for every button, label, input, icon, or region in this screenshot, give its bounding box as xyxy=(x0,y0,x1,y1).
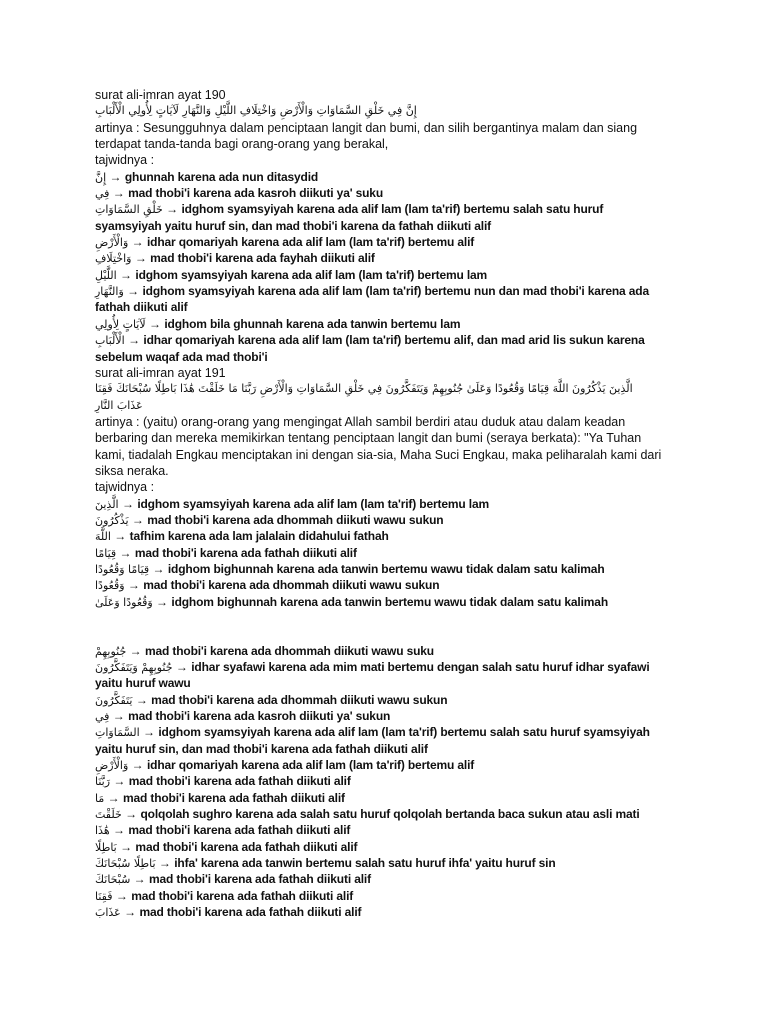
tajwid-arabic-word: وَالْأَرْضِ xyxy=(95,759,129,773)
tajwid-arabic-word: السَّمَاوَاتِ xyxy=(95,726,140,740)
tajwid-item xyxy=(95,871,755,887)
tajwid-arabic-word: بَاطِلًا سُبْحَانَكَ xyxy=(95,857,156,871)
tajwid-arabic-word: خَلْقِ السَّمَاوَاتِ xyxy=(95,203,163,217)
tajwid-item xyxy=(95,757,755,773)
tajwid-arabic-word: لَآيَاتٍ لِأُولِي xyxy=(95,317,146,331)
tajwid-item xyxy=(95,561,755,577)
translation-line xyxy=(95,463,755,479)
tajwid-item xyxy=(95,708,755,724)
tajwid-line xyxy=(95,839,755,855)
arrow-icon: → xyxy=(112,186,125,201)
tajwid-arabic-word: فِي xyxy=(95,187,110,201)
arrow-icon: → xyxy=(149,316,161,331)
tajwid-arabic-word: يَتَفَكَّرُونَ xyxy=(95,693,133,707)
tajwid-explanation: mad thobi'i karena ada fathah diikuti alif xyxy=(139,905,362,920)
tajwid-arabic-word: اللَّيْلِ xyxy=(95,268,117,282)
tajwid-line xyxy=(95,643,755,659)
tajwid-arabic-word: سُبْحَانَكَ xyxy=(95,873,131,887)
arrow-icon: → xyxy=(125,807,138,822)
translation-text: terdapat tanda-tanda bagi orang-orang yang berakal, xyxy=(95,137,389,152)
tajwid-item xyxy=(95,496,755,512)
tajwid-item xyxy=(95,888,755,904)
tajwid-arabic-word: وَقُعُودًا xyxy=(95,579,125,593)
arrow-icon: → xyxy=(135,692,148,707)
arrow-icon: → xyxy=(109,169,122,184)
tajwid-explanation: idhar qomariyah karena ada alif lam (lam ta'rif) bertemu alif xyxy=(146,758,475,773)
tajwid-line xyxy=(95,855,755,871)
tajwid-explanation: idghom syamsyiyah karena ada alif lam (lam ta'rif) bertemu salah satu huruf xyxy=(181,202,604,217)
tajwid-line xyxy=(95,234,755,250)
tajwid-line xyxy=(95,545,755,561)
tajwid-explanation: idghom bighunnah karena ada tanwin bertemu wawu tidak dalam satu kalimah xyxy=(167,561,605,576)
tajwid-explanation: mad thobi'i karena ada fathah diikuti alif xyxy=(128,823,351,838)
tajwid-item xyxy=(95,185,755,201)
tajwid-explanation: mad thobi'i karena ada dhommah diikuti wawu suku xyxy=(144,643,434,658)
ayah-heading: surat ali-imran ayat 191 xyxy=(95,365,226,380)
tajwid-explanation: mad thobi'i karena ada fathah diikuti alif xyxy=(131,888,354,903)
tajwid-item xyxy=(95,545,755,561)
tajwid-heading: tajwidnya : xyxy=(95,480,155,495)
tajwid-item xyxy=(95,267,755,283)
translation-line xyxy=(95,136,755,152)
ayah-section xyxy=(95,365,755,921)
tajwid-explanation: idhar qomariyah karena ada alif lam (lam ta'rif) bertemu alif, dan mad arid lis sukun karena xyxy=(143,333,645,348)
arrow-icon: → xyxy=(156,594,169,609)
tajwid-line xyxy=(95,332,755,348)
tajwid-line xyxy=(95,528,755,544)
arrow-icon: → xyxy=(121,496,134,511)
tajwid-arabic-word: الْأَلْبَابِ xyxy=(95,334,125,348)
tajwid-line xyxy=(95,561,755,577)
tajwid-item xyxy=(95,250,755,266)
tajwid-line xyxy=(95,283,755,299)
translation-label: artinya : xyxy=(95,414,140,429)
tajwid-item xyxy=(95,512,755,528)
tajwid-line xyxy=(95,250,755,266)
tajwid-item xyxy=(95,692,755,708)
tajwid-arabic-word: فَقِنَا xyxy=(95,889,113,903)
arrow-icon: → xyxy=(134,251,147,266)
tajwid-item xyxy=(95,822,755,838)
tajwid-item xyxy=(95,839,755,855)
tajwid-arabic-word: عَذَابَ xyxy=(95,906,121,920)
tajwid-explanation: idhar qomariyah karena ada alif lam (lam ta'rif) bertemu alif xyxy=(146,235,475,250)
arabic-verse-line: عَذَابَ النَّارِ xyxy=(95,398,143,412)
tajwid-explanation: mad thobi'i karena ada fathah diikuti alif xyxy=(122,790,345,805)
tajwid-item xyxy=(95,169,755,185)
arrow-icon: → xyxy=(112,709,125,724)
tajwid-item xyxy=(95,201,755,234)
arabic-verse-line: الَّذِينَ يَذْكُرُونَ اللَّهَ قِيَامًا وَقُعُودًا وَعَلَىٰ جُنُوبِهِمْ وَيَتَفَكَّرُونَ فِي خَلْقِ السَّمَاوَاتِ وَالْأَرْضِ رَبَّنَا مَا خَلَقْتَ هَٰذَا بَاطِلًا سُبْحَانَكَ فَقِنَا xyxy=(95,382,633,396)
tajwid-arabic-word: وَقُعُودًا وَعَلَىٰ xyxy=(95,595,153,609)
tajwid-explanation: idghom syamsyiyah karena ada alif lam (lam ta'rif) bertemu lam xyxy=(137,496,489,511)
tajwid-item xyxy=(95,234,755,250)
tajwid-explanation: mad thobi'i karena ada kasroh diikuti ya' suku xyxy=(128,186,384,201)
tajwid-item xyxy=(95,773,755,789)
arrow-icon: → xyxy=(129,643,142,658)
arrow-icon: → xyxy=(152,561,165,576)
tajwid-arabic-word: وَالْأَرْضِ xyxy=(95,236,129,250)
tajwid-explanation: ihfa' karena ada tanwin bertemu salah satu huruf ihfa' yaitu huruf sin xyxy=(174,856,556,871)
tajwid-explanation: mad thobi'i karena ada fayhah diikuti alif xyxy=(150,251,375,266)
tajwid-line xyxy=(95,904,755,920)
translation-text: kami, tiadalah Engkau menciptakan ini dengan sia-sia, Maha Suci Engkau, maka peliharalah kami dari xyxy=(95,447,662,462)
arrow-icon: → xyxy=(114,529,127,544)
arrow-icon: → xyxy=(120,839,133,854)
tajwid-item xyxy=(95,316,755,332)
translation-text: siksa neraka. xyxy=(95,463,169,478)
tajwid-line xyxy=(95,185,755,201)
tajwid-explanation: idghom syamsyiyah karena ada alif lam (lam ta'rif) bertemu salah satu huruf syamsyiyah xyxy=(158,725,650,740)
tajwid-arabic-word: فِي xyxy=(95,710,110,724)
tajwid-line xyxy=(95,806,755,822)
tajwid-explanation-continued: sebelum waqaf ada mad thobi'i xyxy=(95,349,268,364)
tajwid-line xyxy=(95,512,755,528)
tajwid-line xyxy=(95,757,755,773)
arrow-icon: → xyxy=(128,333,141,348)
translation-line xyxy=(95,120,755,136)
tajwid-explanation: mad thobi'i karena ada fathah diikuti alif xyxy=(134,545,357,560)
arrow-icon: → xyxy=(133,872,146,887)
translation-text: (yaitu) orang-orang yang mengingat Allah sambil berdiri atau duduk atau dalam keadan xyxy=(142,414,626,429)
tajwid-explanation: idghom syamsyiyah karena ada alif lam (lam ta'rif) bertemu nun dan mad thobi'i karena ada xyxy=(142,284,649,299)
document-body xyxy=(95,87,755,921)
tajwid-arabic-word: خَلَقْتَ xyxy=(95,808,122,822)
tajwid-arabic-word: اللَّهَ xyxy=(95,530,111,544)
tajwid-explanation-continued: yaitu huruf sin, dan mad thobi'i karena ada fathah diikuti alif xyxy=(95,741,428,756)
tajwid-explanation: mad thobi'i karena ada fathah diikuti alif xyxy=(128,774,351,789)
translation-line xyxy=(95,414,755,430)
tajwid-line xyxy=(95,888,755,904)
tajwid-explanation: mad thobi'i karena ada dhommah diikuti wawu sukun xyxy=(143,578,440,593)
tajwid-line xyxy=(95,790,755,806)
tajwid-line xyxy=(95,577,755,593)
tajwid-item xyxy=(95,283,755,316)
tajwid-line xyxy=(95,822,755,838)
arrow-icon: → xyxy=(127,578,140,593)
tajwid-line xyxy=(95,708,755,724)
tajwid-arabic-word: قِيَامًا xyxy=(95,546,117,560)
arrow-icon: → xyxy=(127,284,140,299)
tajwid-explanation: qolqolah sughro karena ada salah satu huruf qolqolah bertanda baca sukun atau asli mati xyxy=(140,807,640,822)
arrow-icon: → xyxy=(124,905,137,920)
tajwid-explanation: idghom syamsyiyah karena ada alif lam (lam ta'rif) bertemu lam xyxy=(135,267,488,282)
tajwid-item xyxy=(95,528,755,544)
tajwid-arabic-word: إِنَّ xyxy=(95,170,107,184)
tajwid-heading: tajwidnya : xyxy=(95,153,155,168)
tajwid-explanation: mad thobi'i karena ada kasroh diikuti ya' sukun xyxy=(128,709,391,724)
tajwid-arabic-word: بَاطِلًا xyxy=(95,840,117,854)
tajwid-item xyxy=(95,724,755,757)
tajwid-line xyxy=(95,871,755,887)
tajwid-line xyxy=(95,773,755,789)
tajwid-explanation: mad thobi'i karena ada dhommah diikuti wawu sukun xyxy=(151,692,448,707)
tajwid-arabic-word: جُنُوبِهِمْ xyxy=(95,644,127,658)
tajwid-line xyxy=(95,496,755,512)
tajwid-item xyxy=(95,332,755,365)
tajwid-line xyxy=(95,594,755,610)
arrow-icon: → xyxy=(143,725,155,740)
tajwid-explanation: mad thobi'i karena ada dhommah diikuti wawu sukun xyxy=(147,512,444,527)
tajwid-explanation-continued: syamsyiyah yaitu huruf sin, dan mad thobi'i karena da fathah diikuti alif xyxy=(95,218,491,233)
tajwid-item xyxy=(95,643,755,659)
tajwid-arabic-word: مَا xyxy=(95,791,105,805)
tajwid-item xyxy=(95,594,755,610)
tajwid-explanation: idghom bighunnah karena ada tanwin bertemu wawu tidak dalam satu kalimah xyxy=(171,594,609,609)
tajwid-arabic-word: وَاخْتِلَافِ xyxy=(95,252,132,266)
tajwid-arabic-word: جُنُوبِهِمْ وَيَتَفَكَّرُونَ xyxy=(95,661,173,675)
translation-line xyxy=(95,447,755,463)
tajwid-item xyxy=(95,806,755,822)
tajwid-arabic-word: الَّذِينَ xyxy=(95,497,119,511)
arrow-icon: → xyxy=(112,823,125,838)
arrow-icon: → xyxy=(131,235,144,250)
tajwid-line xyxy=(95,201,755,217)
translation-label: artinya : xyxy=(95,120,140,135)
tajwid-explanation: mad thobi'i karena ada fathah diikuti alif xyxy=(149,872,371,887)
arrow-icon: → xyxy=(166,202,179,217)
tajwid-arabic-word: قِيَامًا وَقُعُودًا xyxy=(95,562,150,576)
ayah-heading: surat ali-imran ayat 190 xyxy=(95,88,226,102)
arrow-icon: → xyxy=(175,660,188,675)
tajwid-line xyxy=(95,659,755,675)
tajwid-item xyxy=(95,855,755,871)
ayah-section xyxy=(95,87,755,365)
tajwid-line xyxy=(95,169,755,185)
translation-line xyxy=(95,430,755,446)
tajwid-explanation-continued: fathah diikuti alif xyxy=(95,300,188,315)
arrow-icon: → xyxy=(131,758,144,773)
tajwid-arabic-word: يَذْكُرُونَ xyxy=(95,513,129,527)
tajwid-explanation: ghunnah karena ada nun ditasydid xyxy=(124,169,319,184)
translation-text: berbaring dan mereka memikirkan tentang penciptaan langit dan bumi (seraya berkata): "Ya Tuhan xyxy=(95,431,642,446)
arrow-icon: → xyxy=(131,512,144,527)
arrow-icon: → xyxy=(115,888,128,903)
arrow-icon: → xyxy=(158,856,171,871)
tajwid-item xyxy=(95,790,755,806)
tajwid-explanation: idhar syafawi karena ada mim mati bertemu dengan salah satu huruf idhar syafawi xyxy=(191,660,650,675)
arrow-icon: → xyxy=(107,790,120,805)
tajwid-arabic-word: وَالنَّهَارِ xyxy=(95,285,124,299)
tajwid-explanation: idghom bila ghunnah karena ada tanwin bertemu lam xyxy=(164,316,461,331)
tajwid-line xyxy=(95,724,755,740)
tajwid-explanation: mad thobi'i karena ada fathah diikuti alif xyxy=(135,839,358,854)
tajwid-line xyxy=(95,316,755,332)
arrow-icon: → xyxy=(120,267,133,282)
tajwid-line xyxy=(95,692,755,708)
arabic-verse-line: إِنَّ فِي خَلْقِ السَّمَاوَاتِ وَالْأَرْضِ وَاخْتِلَافِ اللَّيْلِ وَالنَّهَارِ لَآيَاتٍ لِأُولِي الْأَلْبَابِ xyxy=(95,104,417,118)
tajwid-arabic-word: هَٰذَا xyxy=(95,824,110,838)
arrow-icon: → xyxy=(113,774,126,789)
arrow-icon: → xyxy=(119,545,132,560)
tajwid-item xyxy=(95,577,755,593)
tajwid-explanation-continued: yaitu huruf wawu xyxy=(95,676,191,691)
tajwid-line xyxy=(95,267,755,283)
tajwid-explanation: tafhim karena ada lam jalalain didahului fathah xyxy=(129,529,389,544)
tajwid-arabic-word: رَبَّنَا xyxy=(95,775,111,789)
translation-text: Sesungguhnya dalam penciptaan langit dan bumi, dan silih bergantinya malam dan siang xyxy=(142,120,638,135)
tajwid-item xyxy=(95,904,755,920)
tajwid-item xyxy=(95,659,755,692)
